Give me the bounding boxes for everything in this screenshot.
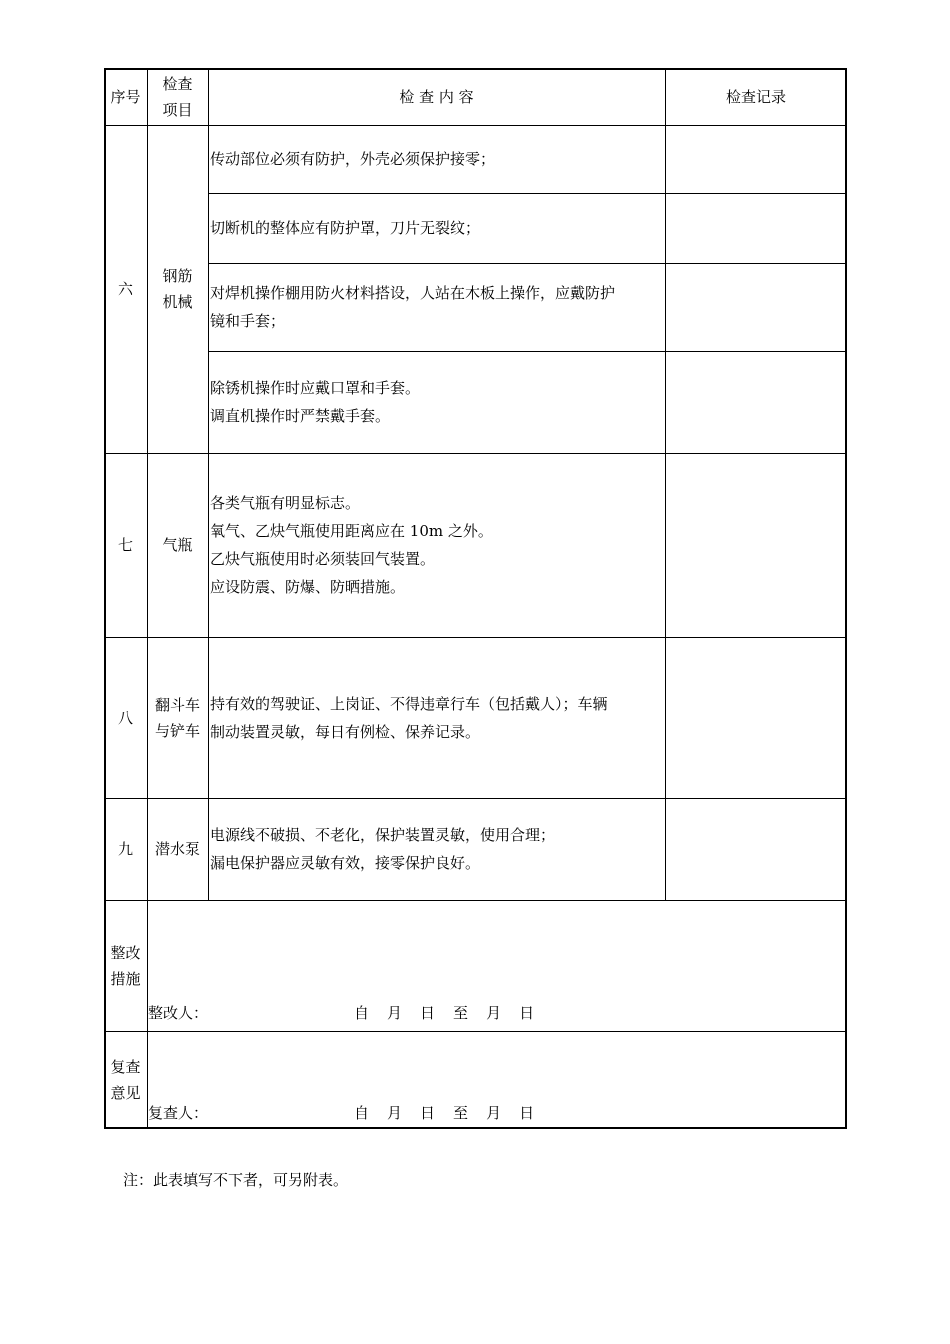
inspection-table <box>104 68 847 1129</box>
row-seq <box>104 453 147 637</box>
date-char: 月 <box>387 1004 403 1022</box>
review-person <box>148 1102 208 1124</box>
content-line: 切断机的整体应有防护罩，刀片无裂纹； <box>210 219 481 237</box>
review-label <box>104 1031 147 1129</box>
content-cell <box>208 453 665 637</box>
date-char: 月 <box>486 1004 502 1022</box>
content-cell <box>208 798 665 900</box>
content-line: 镜和手套； <box>210 312 286 330</box>
row-seq-text: 七 <box>117 536 133 554</box>
row-item <box>147 798 208 900</box>
header-record-text: 检查记录 <box>725 87 786 106</box>
content-line: 对焊机操作棚用防火材料搭设，人站在木板上操作，应戴防护 <box>210 284 616 302</box>
rectification-person-label: 整改人： <box>148 1004 209 1022</box>
content-cell <box>208 193 665 263</box>
content-line: 应设防震、防爆、防晒措施。 <box>210 578 406 596</box>
content-line: 漏电保护器应灵敏有效，接零保护良好。 <box>210 854 481 872</box>
content-line: 持有效的驾驶证、上岗证、不得违章行车（包括戴人）；车辆 <box>210 694 608 713</box>
header-item-line: 项目 <box>162 100 193 119</box>
row-seq <box>104 125 147 453</box>
content-line: 制动装置灵敏，每日有例检、保养记录。 <box>210 722 481 741</box>
content-line: 调直机操作时严禁戴手套。 <box>210 407 391 425</box>
date-char: 日 <box>420 1104 436 1122</box>
date-char: 至 <box>453 1104 469 1122</box>
footnote-text: 注：此表填写不下者，可另附表。 <box>123 1171 349 1189</box>
date-char: 自 <box>354 1104 370 1122</box>
row-item-line: 钢筋 <box>162 267 193 285</box>
date-char: 自 <box>354 1004 370 1022</box>
content-cell <box>208 263 665 351</box>
row-item <box>147 453 208 637</box>
review-dates <box>354 1102 534 1124</box>
content-cell <box>208 637 665 798</box>
row-item-line: 与铲车 <box>154 721 200 740</box>
row-item <box>147 125 208 453</box>
content-line: 电源线不破损、不老化，保护装置灵敏，使用合理； <box>210 826 556 844</box>
header-content <box>208 68 665 125</box>
date-char: 月 <box>387 1104 403 1122</box>
row-item <box>147 637 208 798</box>
header-item <box>147 68 208 125</box>
review-label-line: 复查 <box>110 1058 141 1076</box>
header-item-line: 检查 <box>162 74 193 93</box>
row-item-line: 翻斗车 <box>154 695 200 714</box>
date-char: 日 <box>519 1104 535 1122</box>
footnote <box>123 1167 348 1193</box>
rectification-label-line: 整改 <box>110 943 141 962</box>
date-char: 至 <box>453 1004 469 1022</box>
header-content-text: 检 查 内 容 <box>399 87 474 106</box>
row-item-line: 潜水泵 <box>154 840 200 858</box>
row-seq-text: 六 <box>117 280 133 298</box>
rectification-person <box>148 1002 208 1024</box>
row-seq-text: 九 <box>117 840 133 858</box>
row-divider <box>104 900 847 901</box>
header-seq <box>104 68 147 125</box>
row-item-line: 气瓶 <box>162 536 193 554</box>
row-item-line: 机械 <box>162 293 193 311</box>
content-line: 除锈机操作时应戴口罩和手套。 <box>210 379 421 397</box>
date-char: 日 <box>519 1004 535 1022</box>
date-char: 日 <box>420 1004 436 1022</box>
row-seq-text: 八 <box>117 708 133 727</box>
row-divider <box>104 1031 847 1032</box>
review-label-line: 意见 <box>110 1084 141 1102</box>
content-line: 氧气、乙炔气瓶使用距离应在 10m 之外。 <box>210 522 493 540</box>
row-seq <box>104 798 147 900</box>
rectification-dates <box>354 1002 534 1024</box>
content-line: 传动部位必须有防护，外壳必须保护接零； <box>210 150 496 168</box>
header-seq-text: 序号 <box>110 87 141 106</box>
rectification-label <box>104 900 147 1031</box>
content-cell <box>208 125 665 193</box>
header-record <box>665 68 847 125</box>
review-person-label: 复查人： <box>148 1104 209 1122</box>
date-char: 月 <box>486 1104 502 1122</box>
content-cell <box>208 351 665 453</box>
content-line: 乙炔气瓶使用时必须装回气装置。 <box>210 550 436 568</box>
rectification-label-line: 措施 <box>110 969 141 988</box>
content-line: 各类气瓶有明显标志。 <box>210 494 361 512</box>
row-seq <box>104 637 147 798</box>
